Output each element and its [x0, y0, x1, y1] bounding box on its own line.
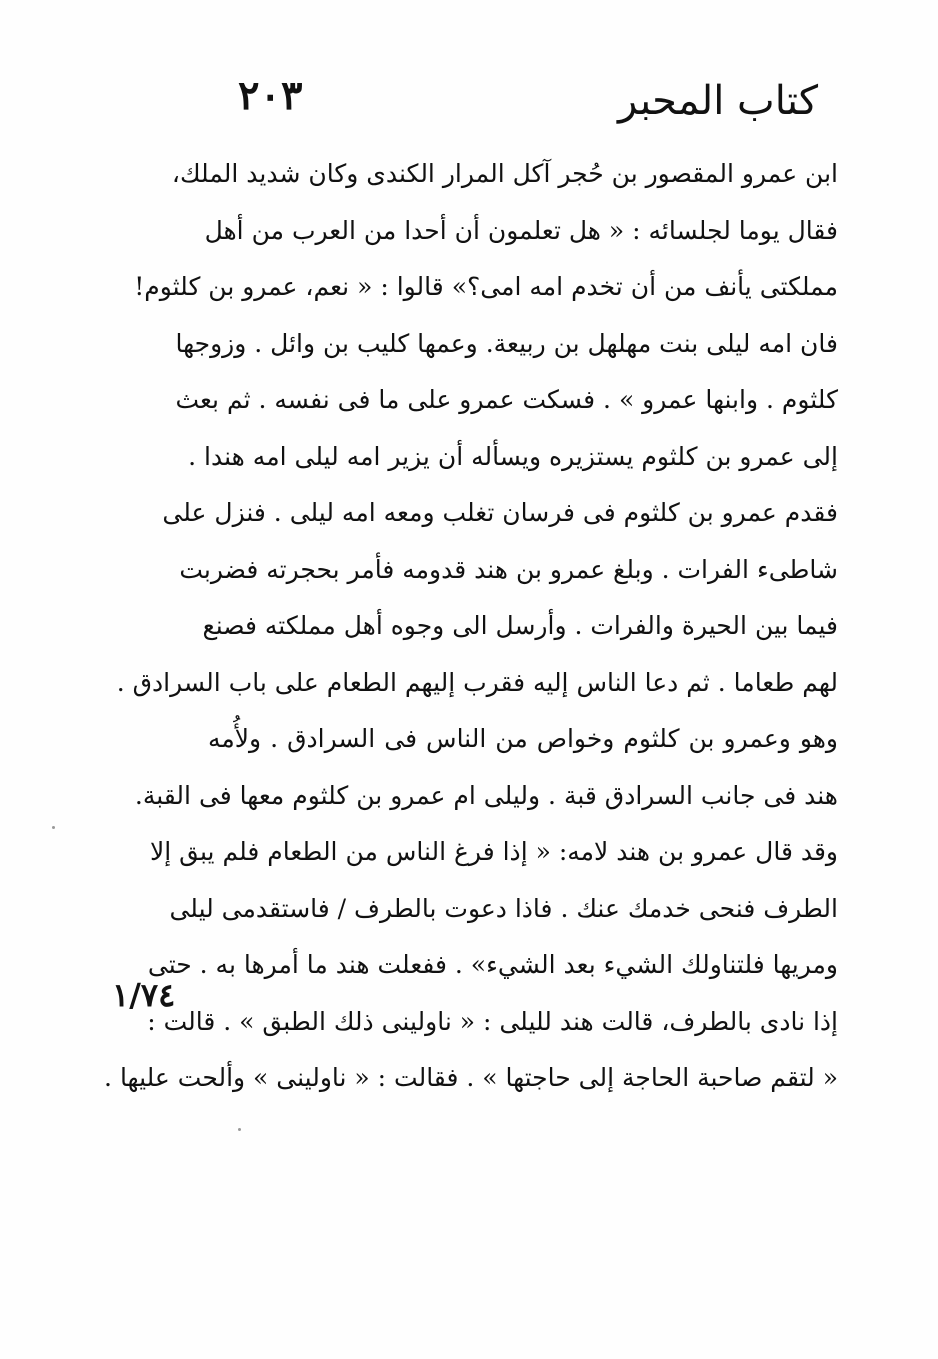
- text-line: الطرف فنحى خدمك عنك . فاذا دعوت بالطرف / فاستقدمى ليلى: [169, 893, 838, 923]
- text-line: كلثوم . وابنها عمرو » . فسكت عمرو على ما فى نفسه . ثم بعث: [175, 385, 838, 414]
- text-line: وهو وعمرو بن كلثوم وخواص من الناس فى السرادق . ولأُمه: [208, 724, 838, 753]
- text-line: لهم طعاما . ثم دعا الناس إليه فقرب إليهم الطعام على باب السرادق .: [116, 667, 838, 697]
- text-line: شاطىء الفرات . وبلغ عمرو بن هند قدومه فأمر بحجرته فضربت: [179, 554, 838, 584]
- text-line: ومريها فلتناولك الشيء بعد الشيء» . ففعلت هند ما أمرها به . حتى: [147, 950, 838, 979]
- text-line: ابن عمرو المقصور بن حُجر آكل المرار الكندى وكان شديد الملك،: [171, 159, 838, 188]
- text-line: « لتقم صاحبة الحاجة إلى حاجتها » . فقالت : « ناولينى » وألحت عليها .: [104, 1063, 838, 1092]
- text-line: فقدم عمرو بن كلثوم فى فرسان تغلب ومعه امه ليلى . فنزل على: [162, 498, 838, 527]
- text-line: هند فى جانب السرادق قبة . وليلى ام عمرو بن كلثوم معها فى القبة.: [134, 780, 838, 810]
- text-line: فيما بين الحيرة والفرات . وأرسل الى وجوه أهل مملكته فصنع: [202, 611, 838, 640]
- scan-speck: [238, 1128, 241, 1131]
- text-line: فان امه ليلى بنت مهلهل بن ربيعة. وعمها كليب بن وائل . وزوجها: [175, 328, 838, 358]
- text-line: إلى عمرو بن كلثوم يستزيره ويسأله أن يزير امه ليلى امه هندا .: [188, 441, 838, 471]
- text-line: مملكتى يأنف من أن تخدم امه امى؟» قالوا : « نعم، عمرو بن كلثوم!: [134, 272, 838, 301]
- page-number: ٢٠٣: [238, 72, 303, 119]
- margin-note: ١/٧٤: [112, 976, 176, 1014]
- text-line: إذا نادى بالطرف، قالت هند لليلى : « ناولينى ذلك الطبق » . قالت :: [147, 1006, 838, 1036]
- scan-speck: [52, 826, 55, 829]
- text-line: فقال يوما لجلسائه : « هل تعلمون أن أحدا من العرب من أهل: [204, 215, 838, 245]
- text-line: وقد قال عمرو بن هند لامه: « إذا فرغ الناس من الطعام فلم يبق إلا: [150, 837, 838, 866]
- running-head: كتاب المحبر: [617, 78, 818, 124]
